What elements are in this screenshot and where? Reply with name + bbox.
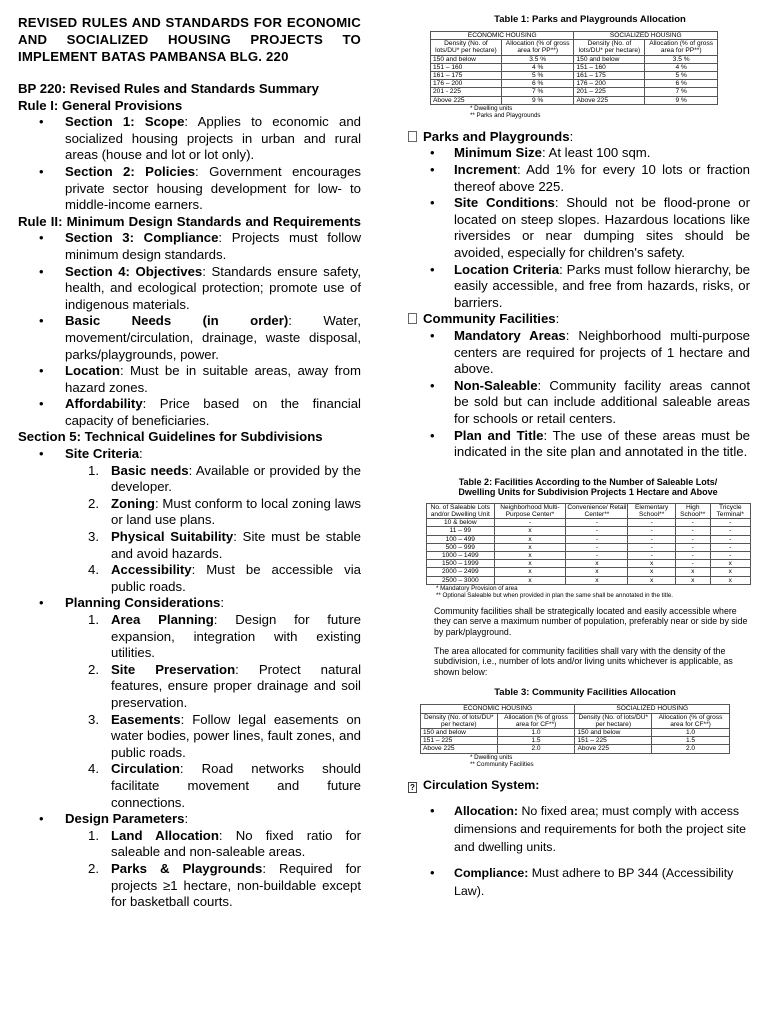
- table-cell: Above 225: [431, 96, 502, 104]
- table-cell: 1500 – 1999: [427, 560, 495, 568]
- table-cell: -: [675, 527, 710, 535]
- table-cell: 6 %: [645, 80, 718, 88]
- community-section: [408, 311, 750, 460]
- item-number: 3.: [88, 529, 99, 545]
- table-cell: -: [566, 543, 628, 551]
- table-cell: 1.5: [652, 737, 730, 745]
- table-cell: x: [628, 568, 676, 576]
- summary-heading: BP 220: Revised Rules and Standards Summary: [18, 81, 319, 96]
- item-text: : Protect natural features, ensure proper drainage and soil preservation.: [111, 661, 362, 710]
- table-cell: 2000 – 2499: [427, 568, 495, 576]
- item-term: Design Parameters: [65, 811, 185, 827]
- item-number: 4.: [88, 761, 99, 777]
- table-cell: 7 %: [501, 88, 574, 96]
- table2-paragraph: Community facilities shall be strategically located and easily accessible where they can serve a maximum number of population, preferably near or side by side by park/playground.: [434, 605, 748, 637]
- table2-caption-line1: Table 2: Facilities According to the Number of Saleable Lots/: [458, 476, 718, 487]
- table-row: [431, 96, 718, 104]
- planning-list: [18, 612, 361, 811]
- item-text: : Neighborhood multi-purpose centers are required for projects of 1 hectare and above.: [454, 327, 750, 377]
- item-term: Site Conditions: [454, 195, 555, 211]
- table-cell: x: [628, 576, 676, 584]
- table-cell: Above 225: [421, 745, 498, 753]
- table-row: [431, 80, 718, 88]
- item-text: : Standards ensure safety, health, and ecological protection; promote use of indigenous materials.: [65, 263, 361, 312]
- list-item: [18, 363, 361, 396]
- item-term: Area Planning: [111, 612, 214, 627]
- table-cell: x: [494, 551, 566, 559]
- table-note: ** Parks and Playgrounds: [470, 111, 541, 119]
- table3-body: [421, 728, 730, 753]
- numbered-item: [18, 828, 361, 861]
- item-number: 4.: [88, 562, 99, 578]
- section5-list: [18, 446, 361, 463]
- table-col-header: Tricycle Terminal*: [710, 503, 750, 518]
- table-cell: -: [566, 551, 628, 559]
- table-row: [421, 745, 730, 753]
- table-col-header: Neighborhood Multi-Purpose Center*: [494, 503, 566, 518]
- table-row: [431, 55, 718, 63]
- item-term: Section 4: Objectives: [65, 263, 203, 279]
- design-label-list: [18, 811, 361, 828]
- table-cell: -: [566, 519, 628, 527]
- table-cell: 5 %: [645, 72, 718, 80]
- bullet-box-icon: [408, 313, 417, 324]
- item-term: Parks & Playgrounds: [111, 860, 263, 876]
- item-text: : Price based on the financial capacity of beneficiaries.: [65, 396, 361, 428]
- parks-heading-row: Parks and Playgrounds:: [408, 129, 750, 146]
- community-heading: Community Facilities: [423, 311, 556, 327]
- table-cell: -: [710, 519, 750, 527]
- numbered-item: [18, 861, 361, 911]
- table-cell: -: [675, 543, 710, 551]
- item-term: Allocation:: [454, 803, 519, 818]
- table1-body: [431, 55, 718, 104]
- numbered-item: [18, 662, 361, 712]
- list-item: [18, 230, 361, 263]
- item-number: 2.: [88, 860, 99, 876]
- item-term: Site Criteria: [65, 446, 140, 462]
- table2-block: [408, 477, 750, 678]
- table-cell: Above 225: [575, 745, 652, 753]
- table-cell: 150 and below: [421, 728, 498, 736]
- list-item: [408, 378, 750, 428]
- table-cell: -: [675, 551, 710, 559]
- table-cell: -: [628, 543, 676, 551]
- table-cell: -: [628, 527, 676, 535]
- item-text: : Should not be flood-prone or located on steep slopes. Hazardous locations like riversides or near dumping sites should be avoided, especially for children's safety.: [454, 195, 750, 260]
- table2-body: [427, 519, 751, 585]
- table-col-header: Allocation (% of gross area for PP**): [501, 40, 574, 55]
- table-cell: x: [710, 576, 750, 584]
- table-cell: -: [710, 535, 750, 543]
- table-cell: -: [710, 543, 750, 551]
- table-cell: 150 and below: [431, 55, 502, 63]
- table1-caption: Table 1: Parks and Playgrounds Allocation: [494, 14, 686, 25]
- item-term: Section 1: Scope: [65, 114, 185, 130]
- circulation-heading-row: [408, 776, 750, 794]
- item-term: Mandatory Areas: [454, 327, 566, 343]
- item-term: Physical Suitability: [111, 529, 234, 545]
- numbered-item: [18, 612, 361, 662]
- item-number: 1.: [88, 827, 99, 843]
- document-title: REVISED RULES AND STANDARDS FOR ECONOMIC AND SOCIALIZED HOUSING PROJECTS TO IMPLEMENT BATAS PAMBANSA BLG. 220: [18, 15, 361, 64]
- item-term: Location Criteria: [454, 261, 560, 277]
- table-note: ** Community Facilities: [470, 760, 534, 768]
- item-term: Section 3: Compliance: [65, 230, 219, 246]
- table3: [420, 704, 730, 753]
- table-col-header: Elementary School**: [628, 503, 676, 518]
- table-cell: -: [710, 527, 750, 535]
- table-cell: 151 – 160: [574, 63, 645, 71]
- list-item: • Site Criteria:: [18, 446, 361, 463]
- table-cell: -: [710, 551, 750, 559]
- list-item: [18, 114, 361, 164]
- table-cell: 1000 – 1499: [427, 551, 495, 559]
- item-number: 3.: [88, 711, 99, 727]
- item-text: : Applies to economic and socialized housing projects in urban and rural areas (house and lot or lot only).: [65, 114, 361, 163]
- table-col-header: Allocation (% of gross area for CF**): [497, 713, 575, 728]
- table-row: [431, 63, 718, 71]
- table-cell: -: [628, 535, 676, 543]
- item-text: : Projects must follow minimum design standards.: [65, 230, 361, 262]
- table-row: [427, 576, 751, 584]
- table-cell: 2500 – 3000: [427, 576, 495, 584]
- table2-paragraph: The area allocated for community facilities shall vary with the density of the subdivision, i.e., number of lots and/or living units whichever is applicable, as shown below:: [434, 645, 733, 677]
- table-cell: -: [675, 535, 710, 543]
- rule2-list: [18, 230, 361, 429]
- table3-block: [408, 687, 750, 767]
- table1: [430, 31, 718, 105]
- rule2-heading: Rule II: Minimum Design Standards and Requirements: [18, 213, 361, 229]
- table-cell: 201 - 225: [431, 88, 502, 96]
- table-cell: 4 %: [645, 63, 718, 71]
- item-term: Accessibility: [111, 562, 192, 578]
- item-text: : Follow legal easements on water bodies, power lines, fault zones, and public roads.: [111, 711, 361, 760]
- item-term: Affordability: [65, 396, 143, 412]
- table-cell: 1.5: [497, 737, 575, 745]
- table-col-header: Density (No. of lots/DU* per hectare): [575, 713, 652, 728]
- table-cell: 1.0: [497, 728, 575, 736]
- table-cell: 5 %: [501, 72, 574, 80]
- item-text: : Road networks should facilitate movement and future connections.: [111, 761, 361, 810]
- table2-caption-line2: Dwelling Units for Subdivision Projects 1 Hectare and Above: [458, 487, 718, 498]
- list-item: [408, 262, 750, 312]
- parks-list: [408, 145, 750, 311]
- section5-heading: Section 5: Technical Guidelines for Subdivisions: [18, 429, 323, 445]
- list-item: [408, 864, 750, 900]
- site-criteria-list: [18, 463, 361, 596]
- table-cell: x: [494, 576, 566, 584]
- item-text: : Parks must follow hierarchy, be easily accessible, and free from hazards, risks, or barriers.: [454, 261, 750, 310]
- list-item: [408, 162, 750, 195]
- numbered-item: [18, 712, 361, 762]
- table-row: [431, 88, 718, 96]
- table-cell: -: [628, 551, 676, 559]
- item-number: 2.: [88, 661, 99, 677]
- table-row: [427, 543, 751, 551]
- table-cell: -: [675, 519, 710, 527]
- bullet-box-icon: [408, 131, 417, 142]
- list-item: [408, 195, 750, 261]
- numbered-item: [18, 463, 361, 496]
- table-cell: -: [628, 519, 676, 527]
- community-list: [408, 328, 750, 461]
- table-col-header: No. of Saleable Lots and/or Dwelling Unit: [427, 503, 495, 518]
- numbered-item: [18, 562, 361, 595]
- item-text: : Community facility areas cannot be sold but can include additional saleable areas for schools or retail centers.: [454, 377, 750, 426]
- item-term: Minimum Size: [454, 145, 542, 161]
- table-cell: 6 %: [501, 80, 574, 88]
- list-item: • Design Parameters:: [18, 811, 361, 828]
- item-text: No fixed area; must comply with access dimensions and requirements for both the project site and dwelling units.: [454, 803, 747, 854]
- table-col-header: Density (No. of lots/DU* per hectare): [574, 40, 645, 55]
- table-cell: 4 %: [501, 63, 574, 71]
- table-cell: 11 – 99: [427, 527, 495, 535]
- table-cell: x: [710, 560, 750, 568]
- left-column: [18, 14, 361, 911]
- table-cell: x: [494, 560, 566, 568]
- table-cell: 500 – 999: [427, 543, 495, 551]
- table-note: ** Optional Saleable but when provided in plan the same shall be annotated in the title.: [436, 591, 674, 599]
- item-term: Compliance:: [454, 865, 529, 880]
- table-cell: 2.0: [652, 745, 730, 753]
- item-term: Circulation: [111, 761, 180, 777]
- item-text: : No fixed ratio for saleable and non-saleable areas.: [111, 827, 361, 860]
- parks-section: [408, 129, 750, 312]
- table-cell: 9 %: [645, 96, 718, 104]
- table-col-header: Density (No. of lots/DU* per hectare): [431, 40, 502, 55]
- table-cell: x: [566, 576, 628, 584]
- table-cell: 151 – 225: [421, 737, 498, 745]
- table-row: [421, 728, 730, 736]
- table-cell: 9 %: [501, 96, 574, 104]
- table-col-header: Convenience/ Retail Center**: [567, 503, 627, 518]
- table-col-header: Allocation (% of gross area for CF**): [652, 713, 730, 728]
- table-row: [427, 568, 751, 576]
- table-cell: 2.0: [497, 745, 575, 753]
- table-cell: x: [494, 568, 566, 576]
- item-term: Zoning: [111, 495, 155, 511]
- item-text: : At least 100 sqm.: [541, 145, 651, 161]
- table-cell: 3.5 %: [645, 55, 718, 63]
- item-text: : Add 1% for every 10 lots or fraction thereof above 225.: [454, 162, 750, 194]
- item-term: Location: [65, 363, 120, 379]
- table1-block: [408, 14, 750, 119]
- item-number: 1.: [88, 462, 99, 478]
- item-term: Site Preservation: [111, 661, 236, 677]
- item-term: Section 2: Policies: [65, 163, 196, 179]
- circulation-list: [408, 802, 750, 900]
- list-item: [408, 428, 750, 461]
- table-row: [427, 560, 751, 568]
- item-text: : Design for future expansion, integration with existing utilities.: [111, 612, 361, 661]
- item-text: Must adhere to BP 344 (Accessibility Law).: [454, 865, 734, 898]
- table-cell: x: [675, 576, 710, 584]
- item-term: Non-Saleable: [454, 377, 538, 393]
- table-cell: 161 – 175: [431, 72, 502, 80]
- list-item: [408, 802, 750, 856]
- table2: [426, 503, 751, 585]
- table3-caption: Table 3: Community Facilities Allocation: [494, 687, 676, 699]
- item-number: 1.: [88, 612, 99, 627]
- item-text: : Must be in suitable areas, away from hazard zones.: [65, 363, 361, 395]
- table-note: * Dwelling units: [470, 104, 513, 112]
- community-heading-row: Community Facilities:: [408, 311, 750, 328]
- table-cell: -: [566, 527, 628, 535]
- table-note: * Dwelling units: [470, 753, 513, 761]
- item-text: : Must be accessible via public roads.: [111, 562, 361, 594]
- rule1-heading: Rule I: General Provisions: [18, 97, 183, 113]
- parks-heading: Parks and Playgrounds: [423, 128, 570, 144]
- list-item: [18, 396, 361, 429]
- table-col-header: Allocation (% of gross area for PP**): [645, 40, 718, 55]
- table-cell: -: [494, 519, 566, 527]
- list-item: • Planning Considerations:: [18, 595, 361, 612]
- table-cell: x: [566, 560, 628, 568]
- item-text: : Site must be stable and avoid hazards.: [111, 529, 361, 561]
- table-row: [427, 535, 751, 543]
- item-term: Easements: [111, 711, 181, 727]
- numbered-item: [18, 761, 361, 811]
- table-cell: 161 – 175: [574, 72, 645, 80]
- table-cell: x: [710, 568, 750, 576]
- circulation-heading: Circulation System:: [423, 777, 540, 792]
- table-cell: 7 %: [645, 88, 718, 96]
- table-cell: -: [566, 535, 628, 543]
- table-cell: 176 – 200: [431, 80, 502, 88]
- table-cell: -: [675, 560, 710, 568]
- table2-header-row: [427, 503, 751, 518]
- table-col-header: High School**: [675, 503, 710, 518]
- table-group-header: ECONOMIC HOUSING: [431, 32, 574, 40]
- item-number: 2.: [88, 495, 99, 511]
- table-row: [427, 551, 751, 559]
- item-term: Increment: [454, 162, 518, 178]
- item-term: Planning Considerations: [65, 595, 221, 611]
- numbered-item: [18, 529, 361, 562]
- table-cell: 100 – 499: [427, 535, 495, 543]
- table-note: * Mandatory Provision of area: [436, 584, 518, 592]
- circulation-section: [408, 776, 750, 900]
- table-group-header: SOCIALIZED HOUSING: [574, 32, 718, 40]
- item-term: Land Allocation: [111, 827, 219, 843]
- item-text: : Required for projects ≥1 hectare, non-buildable except for basketball courts.: [111, 860, 361, 910]
- table-cell: 151 – 160: [431, 63, 502, 71]
- table-group-header: ECONOMIC HOUSING: [421, 705, 575, 713]
- table-cell: x: [566, 568, 628, 576]
- item-text: : Water, movement/circulation, drainage, waste disposal, parks/playgrounds, power.: [65, 313, 361, 362]
- table-row: [427, 527, 751, 535]
- table-row: [431, 72, 718, 80]
- numbered-item: [18, 496, 361, 529]
- item-term: Basic Needs (in order): [65, 313, 289, 329]
- table-cell: 1.0: [652, 728, 730, 736]
- table-cell: 150 and below: [575, 728, 652, 736]
- table-row: [427, 519, 751, 527]
- table-col-header: Density (No. of lots/DU* per hectare): [421, 713, 498, 728]
- item-text: : Must conform to local zoning laws or land use plans.: [111, 495, 361, 528]
- table-group-header: SOCIALIZED HOUSING: [575, 705, 730, 713]
- design-list: [18, 828, 361, 911]
- rule1-list: [18, 114, 361, 214]
- table-cell: x: [675, 568, 710, 576]
- table-cell: x: [494, 535, 566, 543]
- right-column: [408, 14, 750, 900]
- table-row: [421, 737, 730, 745]
- list-item: [18, 313, 361, 363]
- table-cell: 3.5 %: [501, 55, 574, 63]
- table-cell: x: [628, 560, 676, 568]
- list-item: [18, 164, 361, 214]
- table-cell: 10 & below: [427, 519, 495, 527]
- table-cell: x: [494, 543, 566, 551]
- list-item: [408, 328, 750, 378]
- list-item: [18, 264, 361, 314]
- item-text: : Available or provided by the developer.: [111, 462, 361, 495]
- table-cell: x: [494, 527, 566, 535]
- table-cell: 176 – 200: [574, 80, 645, 88]
- table-cell: 150 and below: [574, 55, 645, 63]
- list-item: [408, 145, 750, 162]
- planning-label-list: [18, 595, 361, 612]
- item-term: Basic needs: [111, 462, 189, 478]
- table-cell: Above 225: [574, 96, 645, 104]
- item-term: Plan and Title: [454, 427, 544, 443]
- bullet-box-icon: ?: [408, 782, 417, 793]
- item-text: : The use of these areas must be indicated in the site plan and annotated in the title.: [454, 427, 750, 460]
- table-cell: 151 – 225: [575, 737, 652, 745]
- table-cell: 201 – 225: [574, 88, 645, 96]
- item-text: : Government encourages private sector housing development for low- to middle-income earners.: [65, 163, 361, 213]
